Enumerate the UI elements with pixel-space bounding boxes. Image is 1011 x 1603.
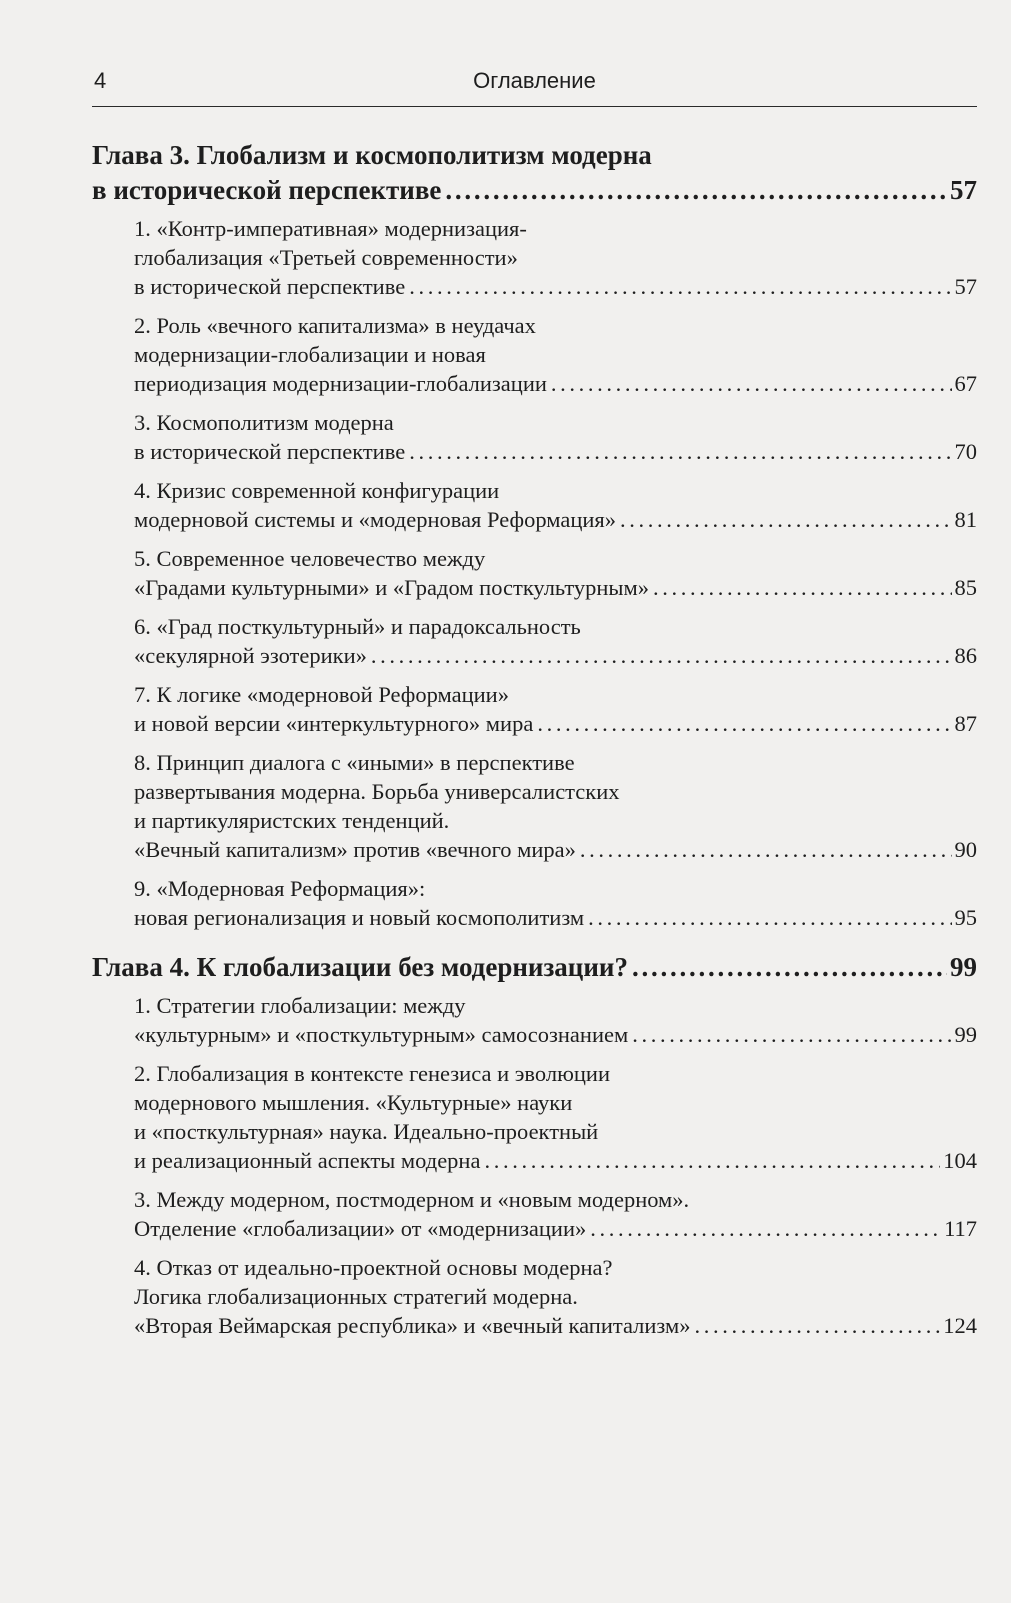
toc-entry-line: «культурным» и «посткультурным» самосознанием bbox=[134, 1022, 629, 1047]
dot-leader bbox=[590, 1214, 941, 1243]
toc-entry-line: и реализационный аспекты модерна bbox=[134, 1148, 481, 1173]
toc-entry-3-9[interactable] bbox=[92, 874, 977, 932]
dot-leader bbox=[632, 950, 947, 985]
dot-leader bbox=[695, 1311, 941, 1340]
dot-leader bbox=[551, 369, 952, 398]
page-number: 4 bbox=[94, 68, 107, 93]
toc-entry-line: 2. Глобализация в контексте генезиса и эволюции bbox=[134, 1061, 611, 1086]
toc-entry-line: Отделение «глобализации» от «модернизации» bbox=[134, 1216, 587, 1241]
toc-entry-page: 90 bbox=[954, 837, 977, 862]
toc-entry-line: 5. Современное человечество между bbox=[134, 546, 486, 571]
dot-leader bbox=[445, 173, 947, 208]
dot-leader bbox=[409, 272, 951, 301]
chapter-4-page: 99 bbox=[950, 952, 977, 982]
toc-entry-line: 8. Принцип диалога с «иными» в перспективе bbox=[134, 750, 575, 775]
toc-entry-3-1[interactable] bbox=[92, 214, 977, 301]
toc-entry-page: 95 bbox=[954, 905, 977, 930]
toc-entry-page: 124 bbox=[943, 1313, 977, 1338]
toc-entry-4-2[interactable] bbox=[92, 1059, 977, 1175]
toc-entry-3-8[interactable] bbox=[92, 748, 977, 864]
toc-entry-line: «Вечный капитализм» против «вечного мира» bbox=[134, 837, 576, 862]
toc-entry-line: и новой версии «интеркультурного» мира bbox=[134, 711, 534, 736]
toc-entry-page: 67 bbox=[954, 371, 977, 396]
toc-entry-page: 117 bbox=[944, 1216, 977, 1241]
toc-entry-page: 86 bbox=[954, 643, 977, 668]
toc-entry-page: 87 bbox=[954, 711, 977, 736]
toc-entry-line: 4. Отказ от идеально-проектной основы модерна? bbox=[134, 1255, 613, 1280]
toc-entry-4-3[interactable] bbox=[92, 1185, 977, 1243]
toc-entry-line: 1. Стратегии глобализации: между bbox=[134, 993, 466, 1018]
toc-entry-3-2[interactable] bbox=[92, 311, 977, 398]
toc-entry-line: 6. «Град посткультурный» и парадоксальность bbox=[134, 614, 581, 639]
toc-entry-line: модернизации-глобализации и новая bbox=[134, 342, 486, 367]
toc-entry-line: глобализация «Третьей современности» bbox=[134, 245, 518, 270]
toc-entry-page: 85 bbox=[954, 575, 977, 600]
toc-entry-page: 70 bbox=[954, 439, 977, 464]
toc-entry-line: «Вторая Веймарская республика» и «вечный капитализм» bbox=[134, 1313, 691, 1338]
dot-leader bbox=[620, 505, 951, 534]
toc-entry-line: 3. Между модерном, постмодерном и «новым модерном». bbox=[134, 1187, 690, 1212]
dot-leader bbox=[632, 1020, 951, 1049]
toc-entry-4-1[interactable] bbox=[92, 991, 977, 1049]
chapter-4-entry[interactable] bbox=[92, 950, 977, 985]
toc-entry-line: «секулярной эзотерики» bbox=[134, 643, 367, 668]
toc-entry-line: модернового мышления. «Культурные» науки bbox=[134, 1090, 573, 1115]
toc-entry-line: и «посткультурная» наука. Идеально-проектный bbox=[134, 1119, 599, 1144]
dot-leader bbox=[653, 573, 951, 602]
toc-entry-page: 81 bbox=[954, 507, 977, 532]
toc-entry-3-3[interactable] bbox=[92, 408, 977, 466]
chapter-3-title-line: Глава 3. Глобализм и космополитизм модерна bbox=[92, 140, 652, 170]
toc-entry-line: 4. Кризис современной конфигурации bbox=[134, 478, 500, 503]
toc-entry-line: 1. «Контр-императивная» модернизация- bbox=[134, 216, 527, 241]
toc-entry-line: и партикуляристских тенденций. bbox=[134, 808, 450, 833]
toc-entry-page: 104 bbox=[943, 1148, 977, 1173]
dot-leader bbox=[588, 903, 951, 932]
toc-entry-line: 7. К логике «модерновой Реформации» bbox=[134, 682, 509, 707]
dot-leader bbox=[580, 835, 952, 864]
running-header-title: Оглавление bbox=[473, 68, 596, 93]
toc-entry-3-5[interactable] bbox=[92, 544, 977, 602]
dot-leader bbox=[409, 437, 951, 466]
toc-entry-line: в исторической перспективе bbox=[134, 274, 406, 299]
toc-entry-line: 3. Космополитизм модерна bbox=[134, 410, 394, 435]
dot-leader bbox=[371, 641, 952, 670]
running-header bbox=[92, 62, 977, 107]
chapter-3-page: 57 bbox=[950, 175, 977, 205]
toc-entry-line: новая регионализация и новый космополитизм bbox=[134, 905, 585, 930]
chapter-4-title-line: Глава 4. К глобализации без модернизации? bbox=[92, 952, 628, 982]
toc-entry-line: в исторической перспективе bbox=[134, 439, 406, 464]
toc-entry-3-4[interactable] bbox=[92, 476, 977, 534]
toc-entry-line: периодизация модернизации-глобализации bbox=[134, 371, 547, 396]
toc-entry-line: модерновой системы и «модерновая Реформация» bbox=[134, 507, 617, 532]
table-of-contents bbox=[92, 138, 977, 1340]
chapter-3-title-line: в исторической перспективе bbox=[92, 175, 442, 205]
toc-entry-4-4[interactable] bbox=[92, 1253, 977, 1340]
toc-entry-line: 9. «Модерновая Реформация»: bbox=[134, 876, 426, 901]
chapter-3-entry[interactable] bbox=[92, 138, 977, 208]
toc-entry-line: Логика глобализационных стратегий модерна. bbox=[134, 1284, 578, 1309]
dot-leader bbox=[484, 1146, 940, 1175]
toc-entry-line: развертывания модерна. Борьба универсалистских bbox=[134, 779, 620, 804]
dot-leader bbox=[537, 709, 951, 738]
toc-entry-3-6[interactable] bbox=[92, 612, 977, 670]
toc-entry-page: 57 bbox=[954, 274, 977, 299]
toc-entry-page: 99 bbox=[954, 1022, 977, 1047]
toc-entry-line: «Градами культурными» и «Градом посткультурным» bbox=[134, 575, 650, 600]
toc-entry-3-7[interactable] bbox=[92, 680, 977, 738]
toc-entry-line: 2. Роль «вечного капитализма» в неудачах bbox=[134, 313, 536, 338]
